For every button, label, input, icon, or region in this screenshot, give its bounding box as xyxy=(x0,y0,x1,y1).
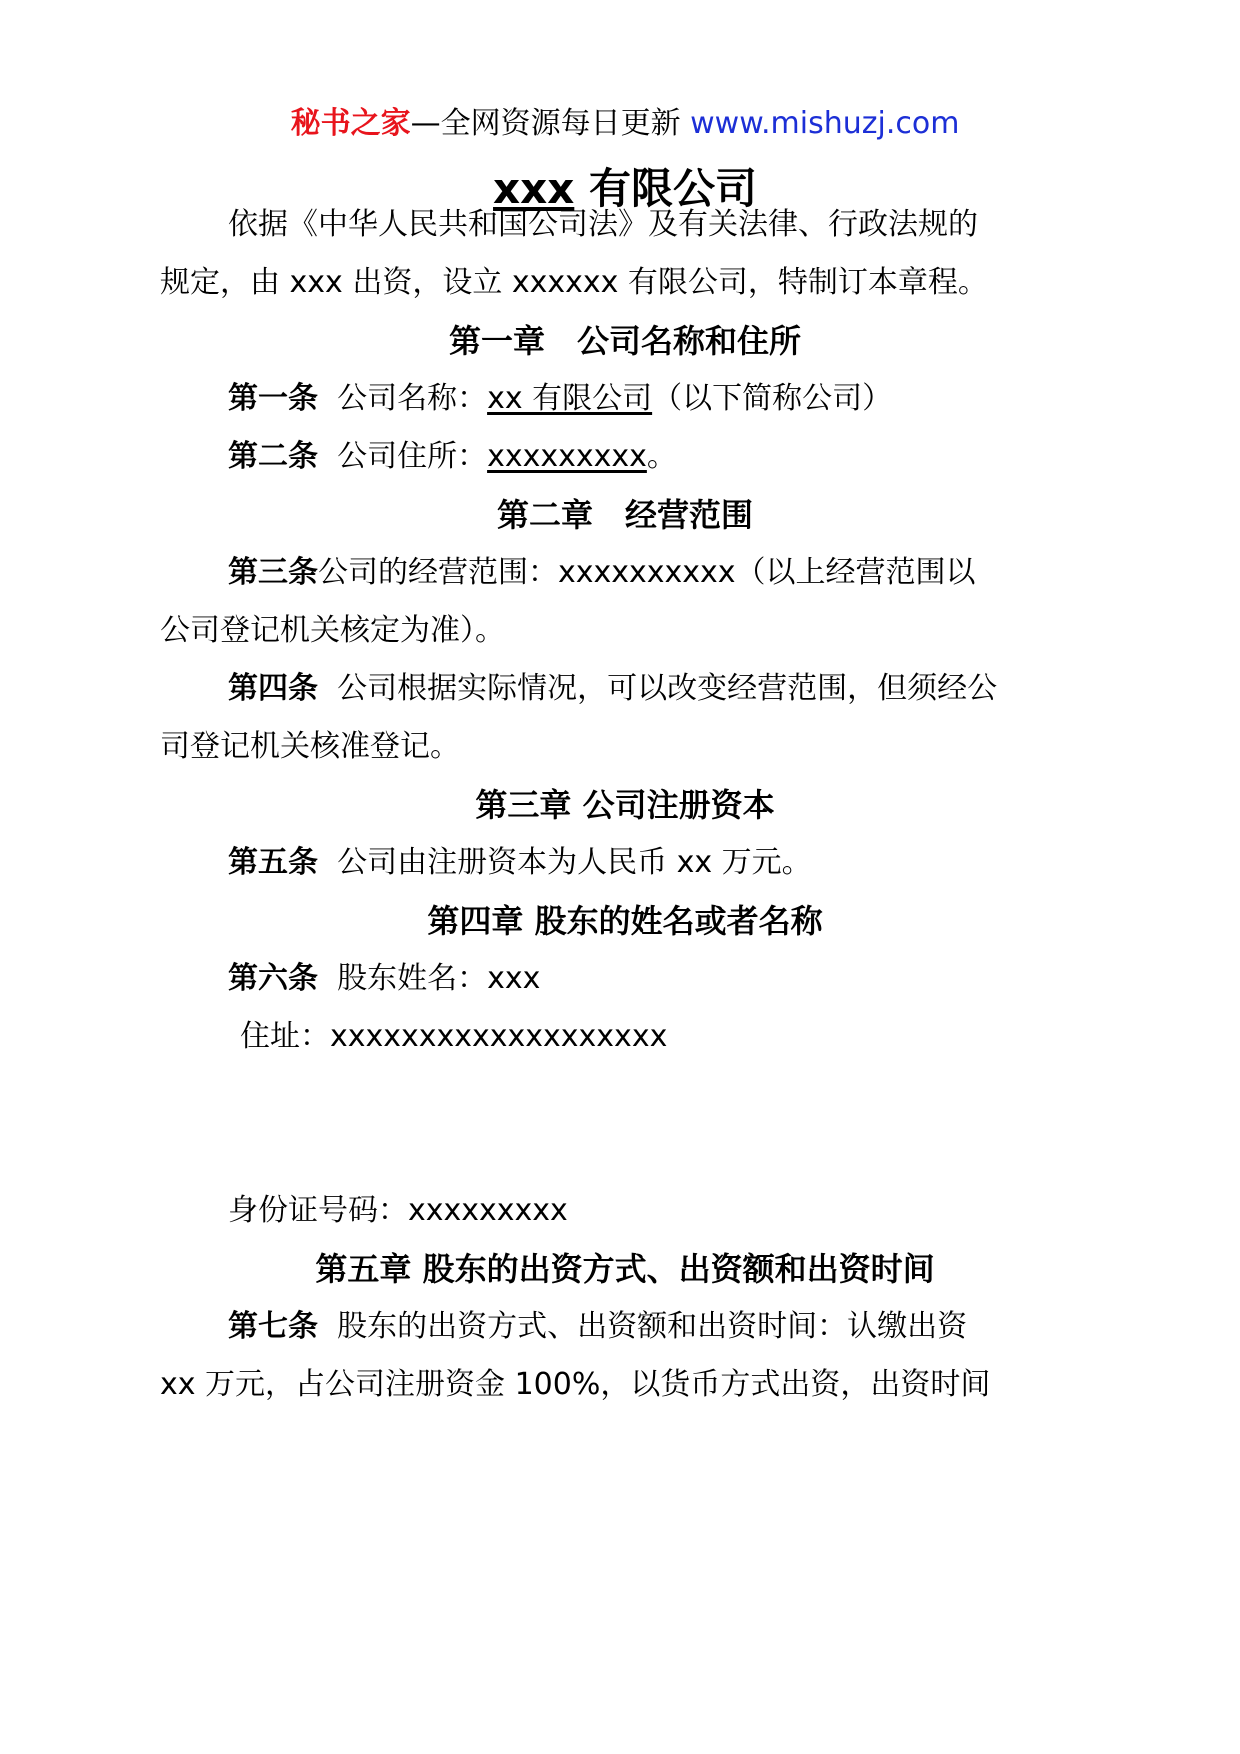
article-6-address: 住址：xxxxxxxxxxxxxxxxxxx xyxy=(240,1019,668,1054)
article-4-line-1 xyxy=(228,669,1090,709)
article-6-id-number: 身份证号码：xxxxxxxxx xyxy=(228,1193,568,1228)
article-2 xyxy=(228,437,1090,477)
article-1-text-pre: 公司名称： xyxy=(337,381,488,416)
title-suffix: 有限公司 xyxy=(588,164,757,213)
site-header xyxy=(160,104,1090,144)
article-6-shareholder-name: 股东姓名：xxx xyxy=(337,961,541,996)
article-1 xyxy=(228,379,1090,419)
header-tagline: —全网资源每日更新 xyxy=(410,106,691,141)
article-1-text-post: （以下简称公司） xyxy=(652,381,893,416)
chapter-5-heading: 第五章 股东的出资方式、出资额和出资时间 xyxy=(315,1250,935,1288)
article-6-label: 第六条 xyxy=(228,961,318,996)
article-1-company-name: xx 有限公司 xyxy=(487,381,653,416)
article-1-label: 第一条 xyxy=(228,381,318,416)
article-3-line-1 xyxy=(228,553,1090,593)
article-2-text-pre: 公司住所： xyxy=(337,439,488,474)
article-4-text-1: 公司根据实际情况，可以改变经营范围，但须经公 xyxy=(337,671,998,706)
title-company-placeholder: xxx xyxy=(493,164,575,213)
article-4-line-2: 司登记机关核准登记。 xyxy=(160,729,460,764)
article-2-text-post: 。 xyxy=(646,439,677,474)
chapter-3-heading: 第三章 公司注册资本 xyxy=(475,786,775,824)
article-5-text: 公司由注册资本为人民币 xx 万元。 xyxy=(337,845,812,880)
chapter-4-heading: 第四章 股东的姓名或者名称 xyxy=(427,902,823,940)
article-3-text-1: 公司的经营范围：xxxxxxxxxx（以上经营范围以 xyxy=(318,555,976,590)
article-2-address: xxxxxxxxx xyxy=(487,439,647,474)
article-5 xyxy=(228,843,1090,883)
article-3-line-2: 公司登记机关核定为准）。 xyxy=(160,613,505,648)
chapter-2-heading: 第二章 经营范围 xyxy=(496,496,753,534)
article-2-label: 第二条 xyxy=(228,439,318,474)
preamble-line-2: 规定，由 xxx 出资，设立 xxxxxx 有限公司，特制订本章程。 xyxy=(160,265,988,300)
article-7-line-1 xyxy=(228,1307,1090,1347)
article-7-line-2: xx 万元，占公司注册资金 100%，以货币方式出资，出资时间 xyxy=(160,1367,991,1402)
article-5-label: 第五条 xyxy=(228,845,318,880)
brand-name: 秘书之家 xyxy=(290,106,411,141)
article-7-label: 第七条 xyxy=(228,1309,318,1344)
article-6 xyxy=(228,959,1090,999)
article-3-label: 第三条 xyxy=(228,555,318,590)
article-4-label: 第四条 xyxy=(228,671,318,706)
article-7-text-1: 股东的出资方式、出资额和出资时间：认缴出资 xyxy=(337,1309,968,1344)
site-url-link[interactable]: www.mishuzj.com xyxy=(690,106,960,141)
preamble-line-1: 依据《中华人民共和国公司法》及有关法律、行政法规的 xyxy=(228,207,978,242)
chapter-1-heading: 第一章 公司名称和住所 xyxy=(448,322,801,360)
